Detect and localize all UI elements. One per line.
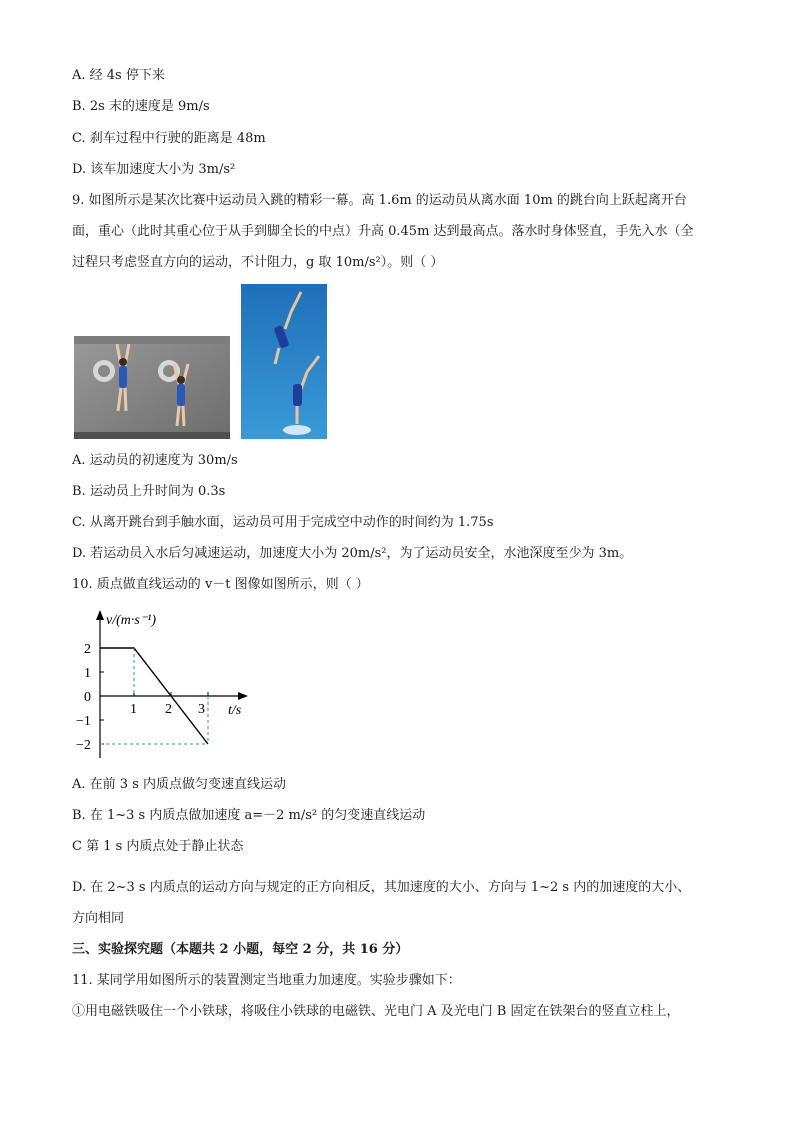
q8-option-b: B. 2s 末的速度是 9m/s (72, 99, 210, 114)
x-tick-3: 3 (198, 702, 205, 717)
q8-option-a: A. 经 4s 停下来 (72, 68, 165, 83)
q9-stem-line-2: 面，重心（此时其重心位于从手到脚全长的中点）升高 0.45m 达到最高点。落水时身体竖直，手先入水（全 (72, 224, 694, 239)
q9-option-b: B. 运动员上升时间为 0.3s (72, 484, 226, 499)
diver-platform-photo (74, 336, 230, 439)
q10-option-d-line-1: D. 在 2~3 s 内质点的运动方向与规定的正方向相反，其加速度的大小、方向与 1~2 s 内的加速度的大小、 (72, 880, 691, 895)
q9-option-a: A. 运动员的初速度为 30m/s (72, 453, 238, 468)
q10-option-b: B. 在 1~3 s 内质点做加速度 a=－2 m/s² 的匀变速直线运动 (72, 808, 426, 823)
vt-graph (70, 608, 260, 766)
y-axis-label: v/(m·s⁻¹) (106, 613, 157, 628)
q11-stem: 11. 某同学用如图所示的装置测定当地重力加速度。实验步骤如下： (72, 973, 461, 988)
diver-water-entry-photo (241, 284, 327, 439)
x-tick-1: 1 (130, 702, 137, 717)
q8-option-d: D. 该车加速度大小为 3m/s² (72, 162, 236, 177)
q11-step-1: ①用电磁铁吸住一个小铁球，将吸住小铁球的电磁铁、光电门 A 及光电门 B 固定在铁架台的竖直立柱上， (72, 1004, 680, 1019)
q9-option-d: D. 若运动员入水后匀减速运动，加速度大小为 20m/s²，为了运动员安全，水池深度至少为 3m。 (72, 546, 633, 561)
q10-option-a: A. 在前 3 s 内质点做匀变速直线运动 (72, 777, 286, 792)
q9-stem-line-3: 过程只考虑竖直方向的运动，不计阻力，g 取 10m/s²）。则（ ） (72, 255, 444, 270)
y-tick-neg2: −2 (76, 738, 91, 753)
x-axis-label: t/s (228, 703, 242, 718)
x-tick-2: 2 (165, 702, 172, 717)
q8-option-c: C. 刹车过程中行驶的距离是 48m (72, 131, 266, 146)
q10-stem: 10. 质点做直线运动的 v－t 图像如图所示，则（ ） (72, 577, 369, 592)
section-3-title: 三、实验探究题（本题共 2 小题，每空 2 分，共 16 分） (72, 942, 409, 957)
q10-option-c: C 第 1 s 内质点处于静止状态 (72, 839, 244, 854)
x-axis-arrow (238, 692, 248, 700)
q9-stem-line-1: 9. 如图所示是某次比赛中运动员入跳的精彩一幕。高 1.6m 的运动员从离水面 10m 的跳台向上跃起离开台 (72, 193, 687, 208)
y-tick-1: 1 (84, 666, 91, 681)
y-tick-0: 0 (84, 690, 91, 705)
q9-option-c: C. 从离开跳台到手触水面，运动员可用于完成空中动作的时间约为 1.75s (72, 515, 494, 530)
q10-option-d-line-2: 方向相同 (72, 911, 125, 926)
y-axis-arrow (96, 610, 104, 620)
y-tick-2: 2 (84, 642, 91, 657)
y-tick-neg1: −1 (76, 714, 91, 729)
